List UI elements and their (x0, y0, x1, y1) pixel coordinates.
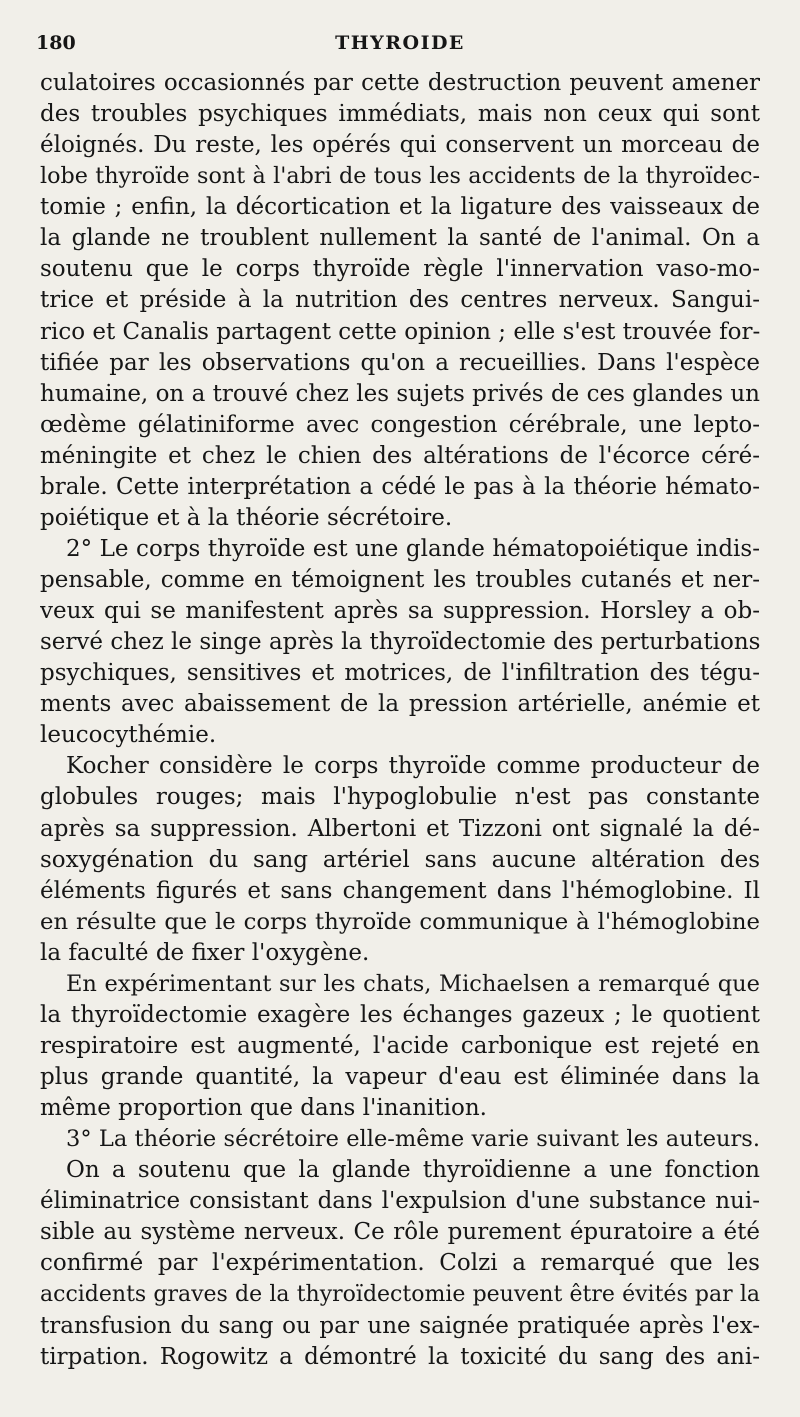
page-number: 180 (36, 32, 76, 54)
text-line: éléments figurés et sans changement dans l'hémoglobine. Il (40, 877, 760, 904)
text-line: plus grande quantité, la vapeur d'eau est éliminée dans la (40, 1064, 760, 1090)
text-line: humaine, on a trouvé chez les sujets privés de ces glandes un (40, 380, 760, 407)
text-line: tirpation. Rogowitz a démontré la toxicité du sang des ani- (40, 1343, 760, 1370)
text-line: tomie ; enfin, la décortication et la ligature des vaisseaux de (40, 194, 760, 221)
text-line: rico et Canalis partagent cette opinion ; elle s'est trouvée for- (40, 318, 760, 345)
text-line: psychiques, sensitives et motrices, de l'infiltration des tégu- (40, 660, 760, 687)
text-line: éliminatrice consistant dans l'expulsion d'une substance nui- (40, 1188, 760, 1215)
text-line: Kocher considère le corps thyroïde comme producteur de (66, 753, 760, 780)
text-line: On a soutenu que la glande thyroïdienne a une fonction (66, 1157, 760, 1184)
text-line: transfusion du sang ou par une saignée pratiquée après l'ex- (40, 1312, 760, 1339)
text-line: éloignés. Du reste, les opérés qui conservent un morceau de (40, 132, 760, 159)
text-line: veux qui se manifestent après sa suppression. Horsley a ob- (40, 598, 760, 625)
text-line: des troubles psychiques immédiats, mais non ceux qui sont (40, 101, 760, 128)
text-line: lobe thyroïde sont à l'abri de tous les accidents de la thyroïdec- (40, 163, 760, 190)
running-head (0, 28, 800, 62)
body-text (40, 68, 760, 1373)
text-line: En expérimentant sur les chats, Michaelsen a remarqué que (66, 970, 760, 997)
text-line: tifiée par les observations qu'on a recueillies. Dans l'espèce (40, 349, 760, 376)
text-line: en résulte que le corps thyroïde communique à l'hémoglobine (40, 908, 760, 935)
text-line: ments avec abaissement de la pression artérielle, anémie et (40, 691, 760, 718)
text-line: servé chez le singe après la thyroïdectomie des perturbations (40, 629, 760, 656)
text-line: 2° Le corps thyroïde est une glande hématopoiétique indis- (66, 535, 760, 562)
text-line: la thyroïdectomie exagère les échanges gazeux ; le quotient (40, 1001, 760, 1028)
text-line: trice et préside à la nutrition des centres nerveux. Sangui- (40, 287, 760, 314)
text-line: accidents graves de la thyroïdectomie peuvent être évités par la (40, 1282, 760, 1308)
text-line: méningite et chez le chien des altérations de l'écorce céré- (40, 442, 760, 469)
text-line: 3° La théorie sécrétoire elle-même varie suivant les auteurs. (66, 1126, 760, 1153)
text-line: poiétique et à la théorie sécrétoire. (40, 504, 453, 531)
text-line: soutenu que le corps thyroïde règle l'innervation vaso-mo- (40, 256, 760, 283)
text-line: après sa suppression. Albertoni et Tizzoni ont signalé la dé- (40, 815, 760, 842)
text-line: brale. Cette interprétation a cédé le pas à la théorie hémato- (40, 473, 760, 500)
text-line: sible au système nerveux. Ce rôle purement épuratoire a été (40, 1219, 760, 1246)
text-line: respiratoire est augmenté, l'acide carbonique est rejeté en (40, 1032, 760, 1059)
text-line: confirmé par l'expérimentation. Colzi a remarqué que les (40, 1250, 760, 1277)
text-line: leucocythémie. (40, 722, 217, 749)
text-line: soxygénation du sang artériel sans aucune altération des (40, 846, 760, 873)
text-line: pensable, comme en témoignent les troubles cutanés et ner- (40, 567, 760, 593)
text-line: culatoires occasionnés par cette destruction peuvent amener (40, 70, 760, 96)
text-line: la glande ne troublent nullement la santé de l'animal. On a (40, 225, 760, 252)
text-line: globules rouges; mais l'hypoglobulie n'est pas constante (40, 784, 760, 811)
text-line: la faculté de fixer l'oxygène. (40, 939, 370, 966)
running-title: THYROIDE (335, 32, 465, 54)
text-line: œdème gélatiniforme avec congestion cérébrale, une lepto- (40, 411, 760, 438)
text-line: même proportion que dans l'inanition. (40, 1095, 487, 1122)
